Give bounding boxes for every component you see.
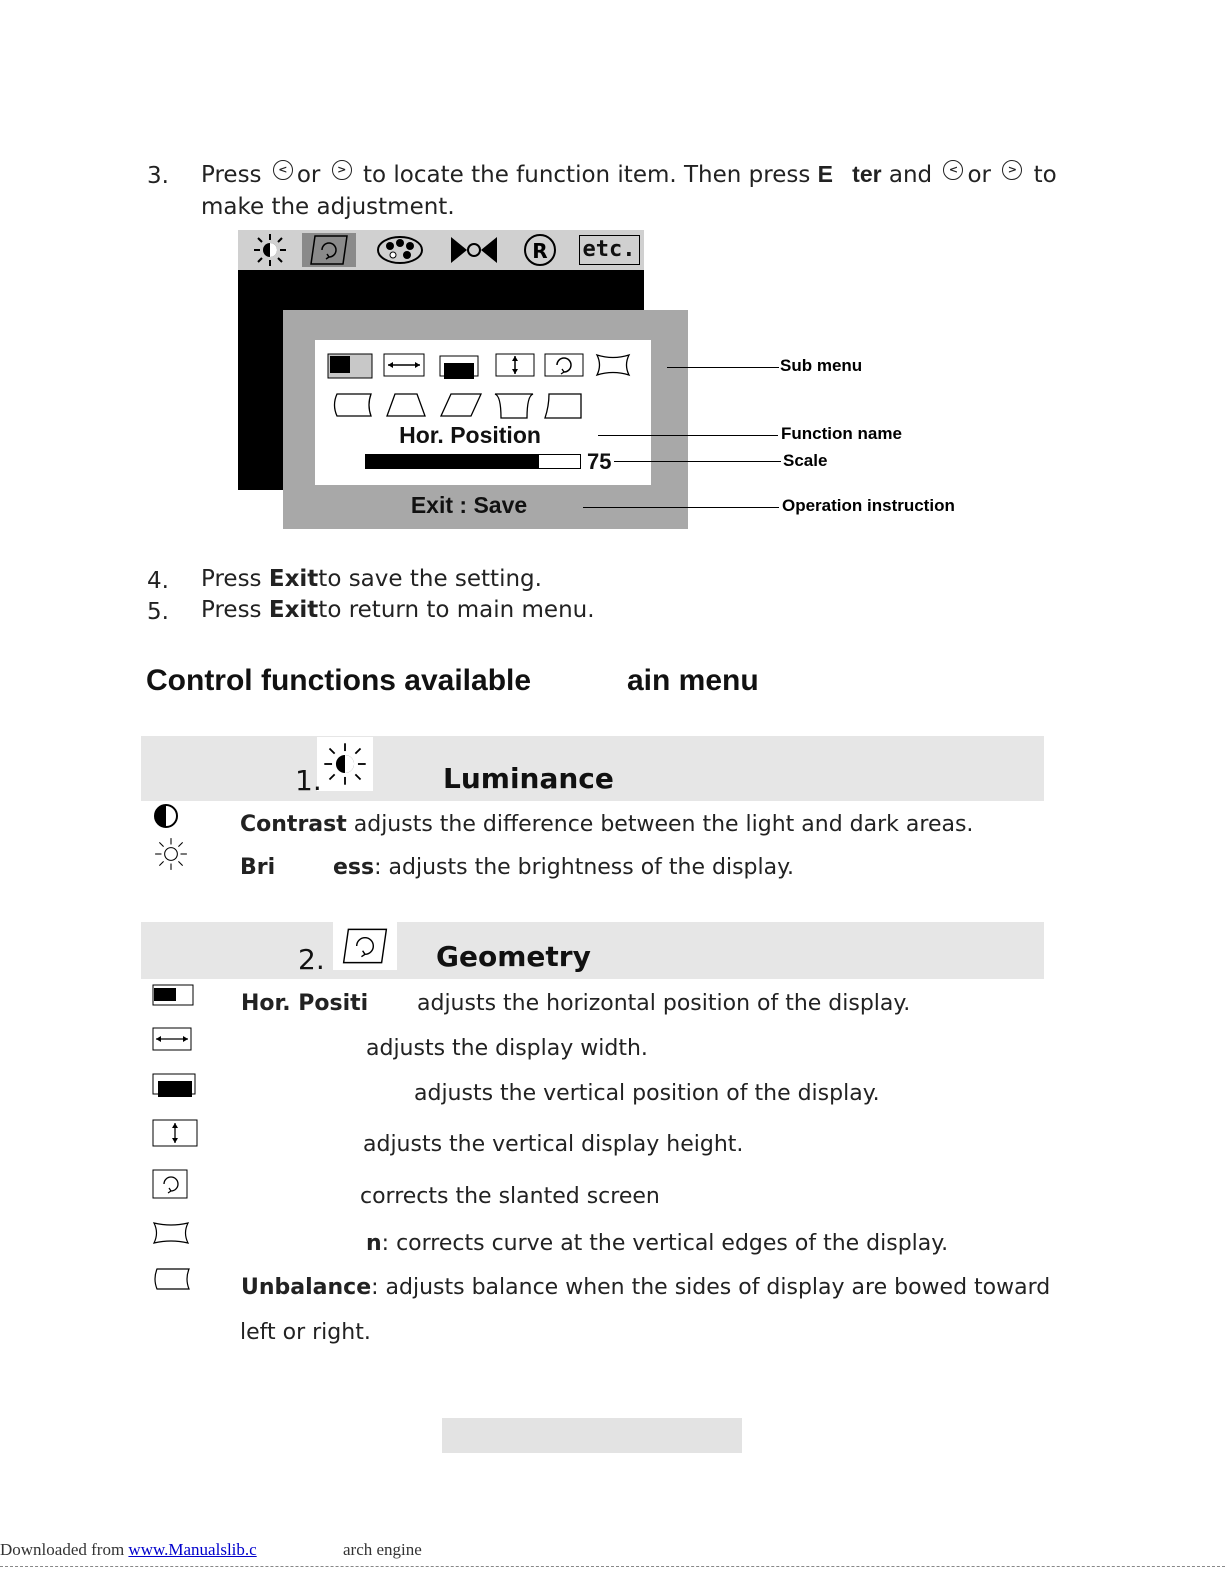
step-3-line-1: Press < or > to locate the function item. Then press E ter and < or > to <box>201 161 1057 188</box>
exit-key-label: Exit <box>268 597 319 623</box>
footer-rule <box>0 1566 1225 1567</box>
geometry-number: 2. <box>298 943 325 976</box>
contrast-row: Contrast adjusts the difference between the light and dark areas. <box>240 812 974 837</box>
etc-icon: etc. <box>582 233 636 267</box>
osd-scale-fill <box>366 455 539 468</box>
unbalance-icon <box>152 1267 194 1291</box>
download-footer: Downloaded from www.Manualslib.c <box>0 1540 257 1559</box>
left-arrow-button-icon: < <box>943 160 963 180</box>
manualslib-link[interactable]: www.Manualslib.c <box>128 1540 257 1559</box>
callout-line-scale <box>614 461 781 462</box>
osd-main-menu-bar <box>238 230 644 270</box>
ver-position-text: adjusts the vertical position of the display. <box>414 1081 880 1106</box>
geometry-title: Geometry <box>436 940 591 973</box>
geometry-header-icon <box>333 922 397 970</box>
callout-line-sub-menu <box>667 367 779 368</box>
trapezoid-icon <box>385 392 425 414</box>
pin-balance-icon <box>493 392 533 414</box>
tilt-icon <box>152 1169 194 1193</box>
luminance-icon <box>246 233 294 267</box>
zoom-bowtie-icon <box>448 233 500 267</box>
download-footer-tail: arch engine <box>343 1540 422 1559</box>
osd-sub-panel-content <box>315 340 651 485</box>
ver-position-icon <box>152 1073 194 1097</box>
hor-size-icon <box>383 353 423 375</box>
right-arrow-button-icon: > <box>332 160 352 180</box>
hor-position-icon <box>327 353 367 375</box>
corner-icon <box>543 392 583 414</box>
ver-size-text: adjusts the vertical display height. <box>363 1132 744 1157</box>
tilt-text: corrects the slanted screen <box>360 1184 660 1209</box>
section-heading: Control functions available <box>146 664 532 697</box>
callout-operation-instruction: Operation instruction <box>782 496 955 515</box>
osd-scale-bar <box>365 454 581 469</box>
ver-size-icon <box>495 353 535 375</box>
osd-operation-instruction: Exit : Save <box>410 492 528 518</box>
recall-icon <box>518 233 562 267</box>
contrast-icon <box>152 803 194 827</box>
geometry-section-band <box>141 922 1044 979</box>
callout-function-name: Function name <box>781 424 902 443</box>
brightness-icon <box>152 836 194 860</box>
osd-scale-value: 75 <box>587 449 612 474</box>
exit-key-label: Exit <box>268 566 319 592</box>
color-palette-icon <box>372 233 428 267</box>
pincushion-row: n: corrects curve at the vertical edges of the display. <box>366 1231 949 1256</box>
ver-position-icon <box>439 355 479 377</box>
hor-position-row: Hor. Positi <box>241 991 369 1016</box>
page-number-band <box>442 1418 742 1453</box>
callout-scale: Scale <box>783 451 828 470</box>
pincushion-icon <box>595 353 635 375</box>
hor-size-text: adjusts the display width. <box>366 1036 648 1061</box>
unbalance-row: Unbalance: adjusts balance when the sides of display are bowed toward <box>241 1275 1051 1300</box>
brightness-row-text: ess: adjusts the brightness of the display. <box>333 855 794 880</box>
luminance-title: Luminance <box>443 762 614 795</box>
osd-function-name: Hor. Position <box>399 422 541 448</box>
hor-position-icon <box>152 984 194 1008</box>
right-arrow-button-icon: > <box>1002 160 1022 180</box>
callout-line-operation <box>583 507 779 508</box>
pincushion-icon <box>152 1221 194 1245</box>
callout-line-function-name <box>598 435 778 436</box>
tilt-icon <box>544 353 584 375</box>
hor-position-text: adjusts the horizontal position of the display. <box>417 991 911 1016</box>
step-3-line-2: make the adjustment. <box>201 194 455 220</box>
luminance-number: 1. <box>295 764 322 797</box>
svg-text:R: R <box>532 239 548 263</box>
unbalance-row-2: left or right. <box>240 1320 371 1345</box>
geometry-icon <box>302 233 356 267</box>
brightness-row: Bri <box>240 855 276 880</box>
luminance-header-icon <box>317 737 373 791</box>
section-heading-tail: ain menu <box>627 664 759 697</box>
ver-size-icon <box>152 1119 194 1143</box>
enter-key-label: E ter <box>817 161 882 187</box>
step-3-number: 3. <box>147 163 169 189</box>
left-arrow-button-icon: < <box>273 160 293 180</box>
unbalance-icon <box>331 392 371 414</box>
callout-sub-menu: Sub menu <box>780 356 863 375</box>
parallelogram-icon <box>439 392 479 414</box>
hor-size-icon <box>152 1027 194 1051</box>
